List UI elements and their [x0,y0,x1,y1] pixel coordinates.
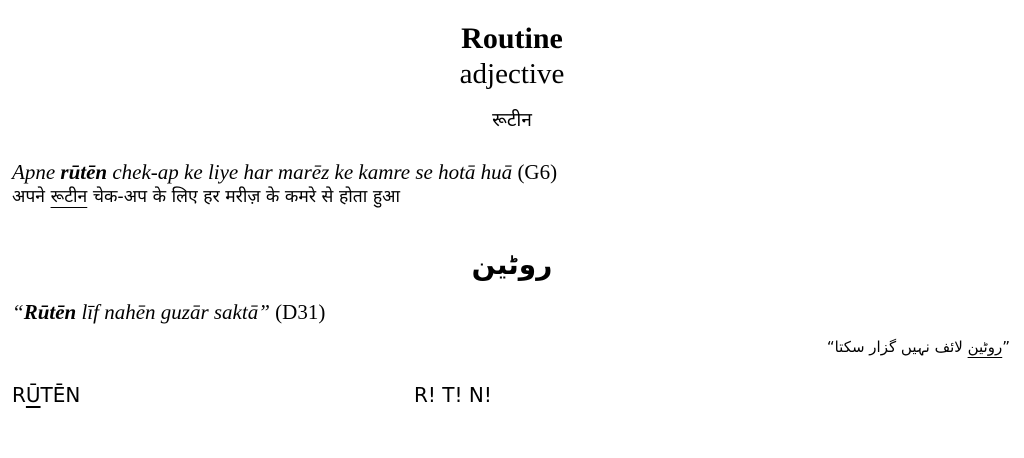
example-2-rest: līf nahēn guzār saktā [76,300,259,324]
example-2-urdu [827,338,1010,356]
example-2-urdu-term: روٹین [967,338,1003,356]
transliteration [12,383,80,407]
example-1-after: chek-ap ke liye har marēz ke kamre se hotā huā [107,160,513,184]
part-of-speech: adjective [459,58,565,90]
example-2-urdu-rest: لائف نہیں گزار سکتا [834,338,968,356]
headword: Routine [461,22,563,55]
example-1-term: rūtēn [60,160,108,184]
transliteration-part-1: R [12,383,26,407]
example-2-close-quote: ” [258,300,270,324]
urdu-headword: روٹین [471,248,553,281]
example-2-term: Rūtēn [23,300,77,324]
hindi-headword: रूटीन [492,109,532,131]
example-1-hindi [12,184,400,208]
example-2-romanized [12,300,325,325]
transliteration-code: R! T! N! [414,383,492,407]
example-1-romanized [12,160,557,185]
example-2-urdu-close: “ [826,338,835,356]
example-1-before: Apne [12,160,61,184]
example-2-citation: (D31) [269,300,326,324]
example-1-citation: (G6) [512,160,558,184]
example-1-hindi-before: अपने [12,187,51,207]
example-2-urdu-open: ” [1002,338,1010,356]
example-1-hindi-after: चेक-अप के लिए हर मरीज़ के कमरे से होता हुआ [87,187,401,207]
transliteration-part-3: TĒN [40,383,81,407]
example-1-hindi-term: रूटीन [50,187,88,207]
example-2-open-quote: “ [12,300,24,324]
transliteration-part-2: Ū [25,383,41,407]
